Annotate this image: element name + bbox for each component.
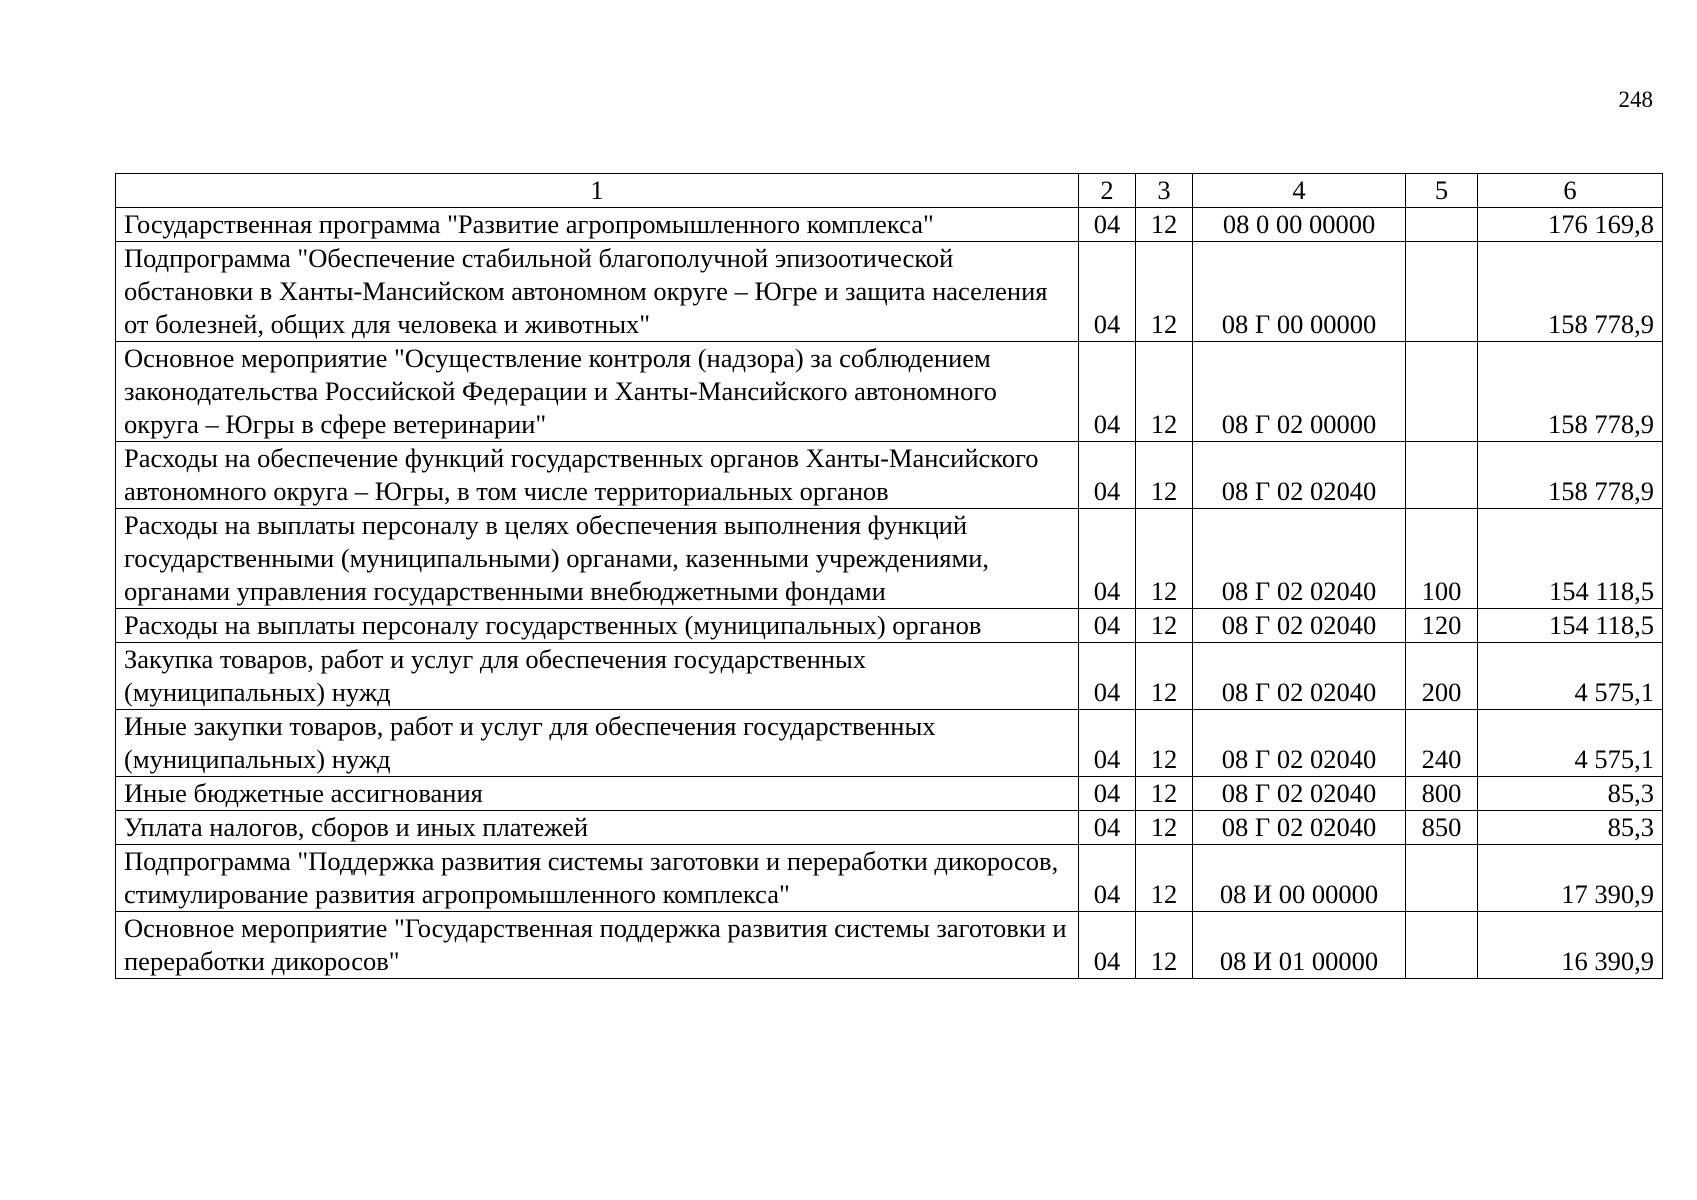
row-subsection: 12 <box>1136 609 1193 643</box>
row-amount: 4 575,1 <box>1478 643 1663 710</box>
row-expense-type: 120 <box>1406 609 1478 643</box>
table-row <box>116 509 1663 609</box>
table-row <box>116 442 1663 509</box>
table-row <box>116 811 1663 845</box>
row-name: Подпрограмма "Поддержка развития системы заготовки и переработки дикоросов, стимулирование развития агропромышленного комплекса" <box>116 845 1079 912</box>
table-row <box>116 342 1663 442</box>
row-target-article: 08 Г 02 02040 <box>1193 710 1406 777</box>
row-subsection: 12 <box>1136 242 1193 342</box>
row-name: Расходы на выплаты персоналу государственных (муниципальных) органов <box>116 609 1079 643</box>
row-amount: 158 778,9 <box>1478 242 1663 342</box>
column-header: 4 <box>1193 174 1406 208</box>
row-section: 04 <box>1079 643 1136 710</box>
row-expense-type <box>1406 208 1478 242</box>
row-expense-type <box>1406 442 1478 509</box>
row-subsection: 12 <box>1136 208 1193 242</box>
table-row <box>116 845 1663 912</box>
row-amount: 17 390,9 <box>1478 845 1663 912</box>
row-subsection: 12 <box>1136 845 1193 912</box>
table-row <box>116 643 1663 710</box>
row-target-article: 08 0 00 00000 <box>1193 208 1406 242</box>
row-target-article: 08 Г 02 02040 <box>1193 811 1406 845</box>
row-amount: 158 778,9 <box>1478 442 1663 509</box>
row-target-article: 08 Г 02 00000 <box>1193 342 1406 442</box>
row-target-article: 08 Г 02 02040 <box>1193 509 1406 609</box>
row-amount: 4 575,1 <box>1478 710 1663 777</box>
row-expense-type: 800 <box>1406 777 1478 811</box>
row-expense-type: 850 <box>1406 811 1478 845</box>
page-number: 248 <box>1618 87 1653 112</box>
row-subsection: 12 <box>1136 912 1193 979</box>
row-name: Подпрограмма "Обеспечение стабильной благополучной эпизоотической обстановки в Ханты-Мансийском автономном округе – Югре и защита населения от болезней, общих для человека и животных" <box>116 242 1079 342</box>
row-expense-type: 100 <box>1406 509 1478 609</box>
row-subsection: 12 <box>1136 342 1193 442</box>
row-section: 04 <box>1079 442 1136 509</box>
budget-table <box>115 173 1663 979</box>
row-name: Иные бюджетные ассигнования <box>116 777 1079 811</box>
table-row <box>116 710 1663 777</box>
row-amount: 154 118,5 <box>1478 609 1663 643</box>
row-target-article: 08 И 01 00000 <box>1193 912 1406 979</box>
row-expense-type <box>1406 242 1478 342</box>
row-expense-type <box>1406 845 1478 912</box>
row-name: Уплата налогов, сборов и иных платежей <box>116 811 1079 845</box>
column-header: 1 <box>116 174 1079 208</box>
row-expense-type <box>1406 342 1478 442</box>
row-target-article: 08 Г 02 02040 <box>1193 777 1406 811</box>
column-header: 3 <box>1136 174 1193 208</box>
table-row <box>116 242 1663 342</box>
row-target-article: 08 Г 00 00000 <box>1193 242 1406 342</box>
row-section: 04 <box>1079 912 1136 979</box>
row-target-article: 08 И 00 00000 <box>1193 845 1406 912</box>
row-subsection: 12 <box>1136 643 1193 710</box>
row-amount: 154 118,5 <box>1478 509 1663 609</box>
row-section: 04 <box>1079 242 1136 342</box>
column-header: 2 <box>1079 174 1136 208</box>
row-amount: 16 390,9 <box>1478 912 1663 979</box>
row-name: Государственная программа "Развитие агропромышленного комплекса" <box>116 208 1079 242</box>
row-amount: 85,3 <box>1478 777 1663 811</box>
row-name: Иные закупки товаров, работ и услуг для обеспечения государственных (муниципальных) нужд <box>116 710 1079 777</box>
row-section: 04 <box>1079 777 1136 811</box>
row-name: Основное мероприятие "Осуществление контроля (надзора) за соблюдением законодательства Российской Федерации и Ханты-Мансийского автономного округа – Югры в сфере ветеринарии" <box>116 342 1079 442</box>
row-section: 04 <box>1079 208 1136 242</box>
row-section: 04 <box>1079 811 1136 845</box>
table-row <box>116 208 1663 242</box>
row-target-article: 08 Г 02 02040 <box>1193 609 1406 643</box>
row-expense-type: 200 <box>1406 643 1478 710</box>
row-amount: 158 778,9 <box>1478 342 1663 442</box>
row-name: Расходы на выплаты персоналу в целях обеспечения выполнения функций государственными (муниципальными) органами, казенными учреждениями, органами управления государственными внебюджетными фондами <box>116 509 1079 609</box>
table-row <box>116 912 1663 979</box>
row-section: 04 <box>1079 710 1136 777</box>
row-amount: 85,3 <box>1478 811 1663 845</box>
row-subsection: 12 <box>1136 710 1193 777</box>
row-subsection: 12 <box>1136 442 1193 509</box>
row-name: Закупка товаров, работ и услуг для обеспечения государственных (муниципальных) нужд <box>116 643 1079 710</box>
row-expense-type: 240 <box>1406 710 1478 777</box>
row-subsection: 12 <box>1136 509 1193 609</box>
row-name: Основное мероприятие "Государственная поддержка развития системы заготовки и переработки дикоросов" <box>116 912 1079 979</box>
header-row <box>116 174 1663 208</box>
row-name: Расходы на обеспечение функций государственных органов Ханты-Мансийского автономного округа – Югры, в том числе территориальных органов <box>116 442 1079 509</box>
row-section: 04 <box>1079 609 1136 643</box>
row-section: 04 <box>1079 509 1136 609</box>
column-header: 6 <box>1478 174 1663 208</box>
row-section: 04 <box>1079 845 1136 912</box>
row-section: 04 <box>1079 342 1136 442</box>
column-header: 5 <box>1406 174 1478 208</box>
row-target-article: 08 Г 02 02040 <box>1193 442 1406 509</box>
table-row <box>116 609 1663 643</box>
row-amount: 176 169,8 <box>1478 208 1663 242</box>
row-subsection: 12 <box>1136 777 1193 811</box>
row-subsection: 12 <box>1136 811 1193 845</box>
row-expense-type <box>1406 912 1478 979</box>
row-target-article: 08 Г 02 02040 <box>1193 643 1406 710</box>
table-row <box>116 777 1663 811</box>
